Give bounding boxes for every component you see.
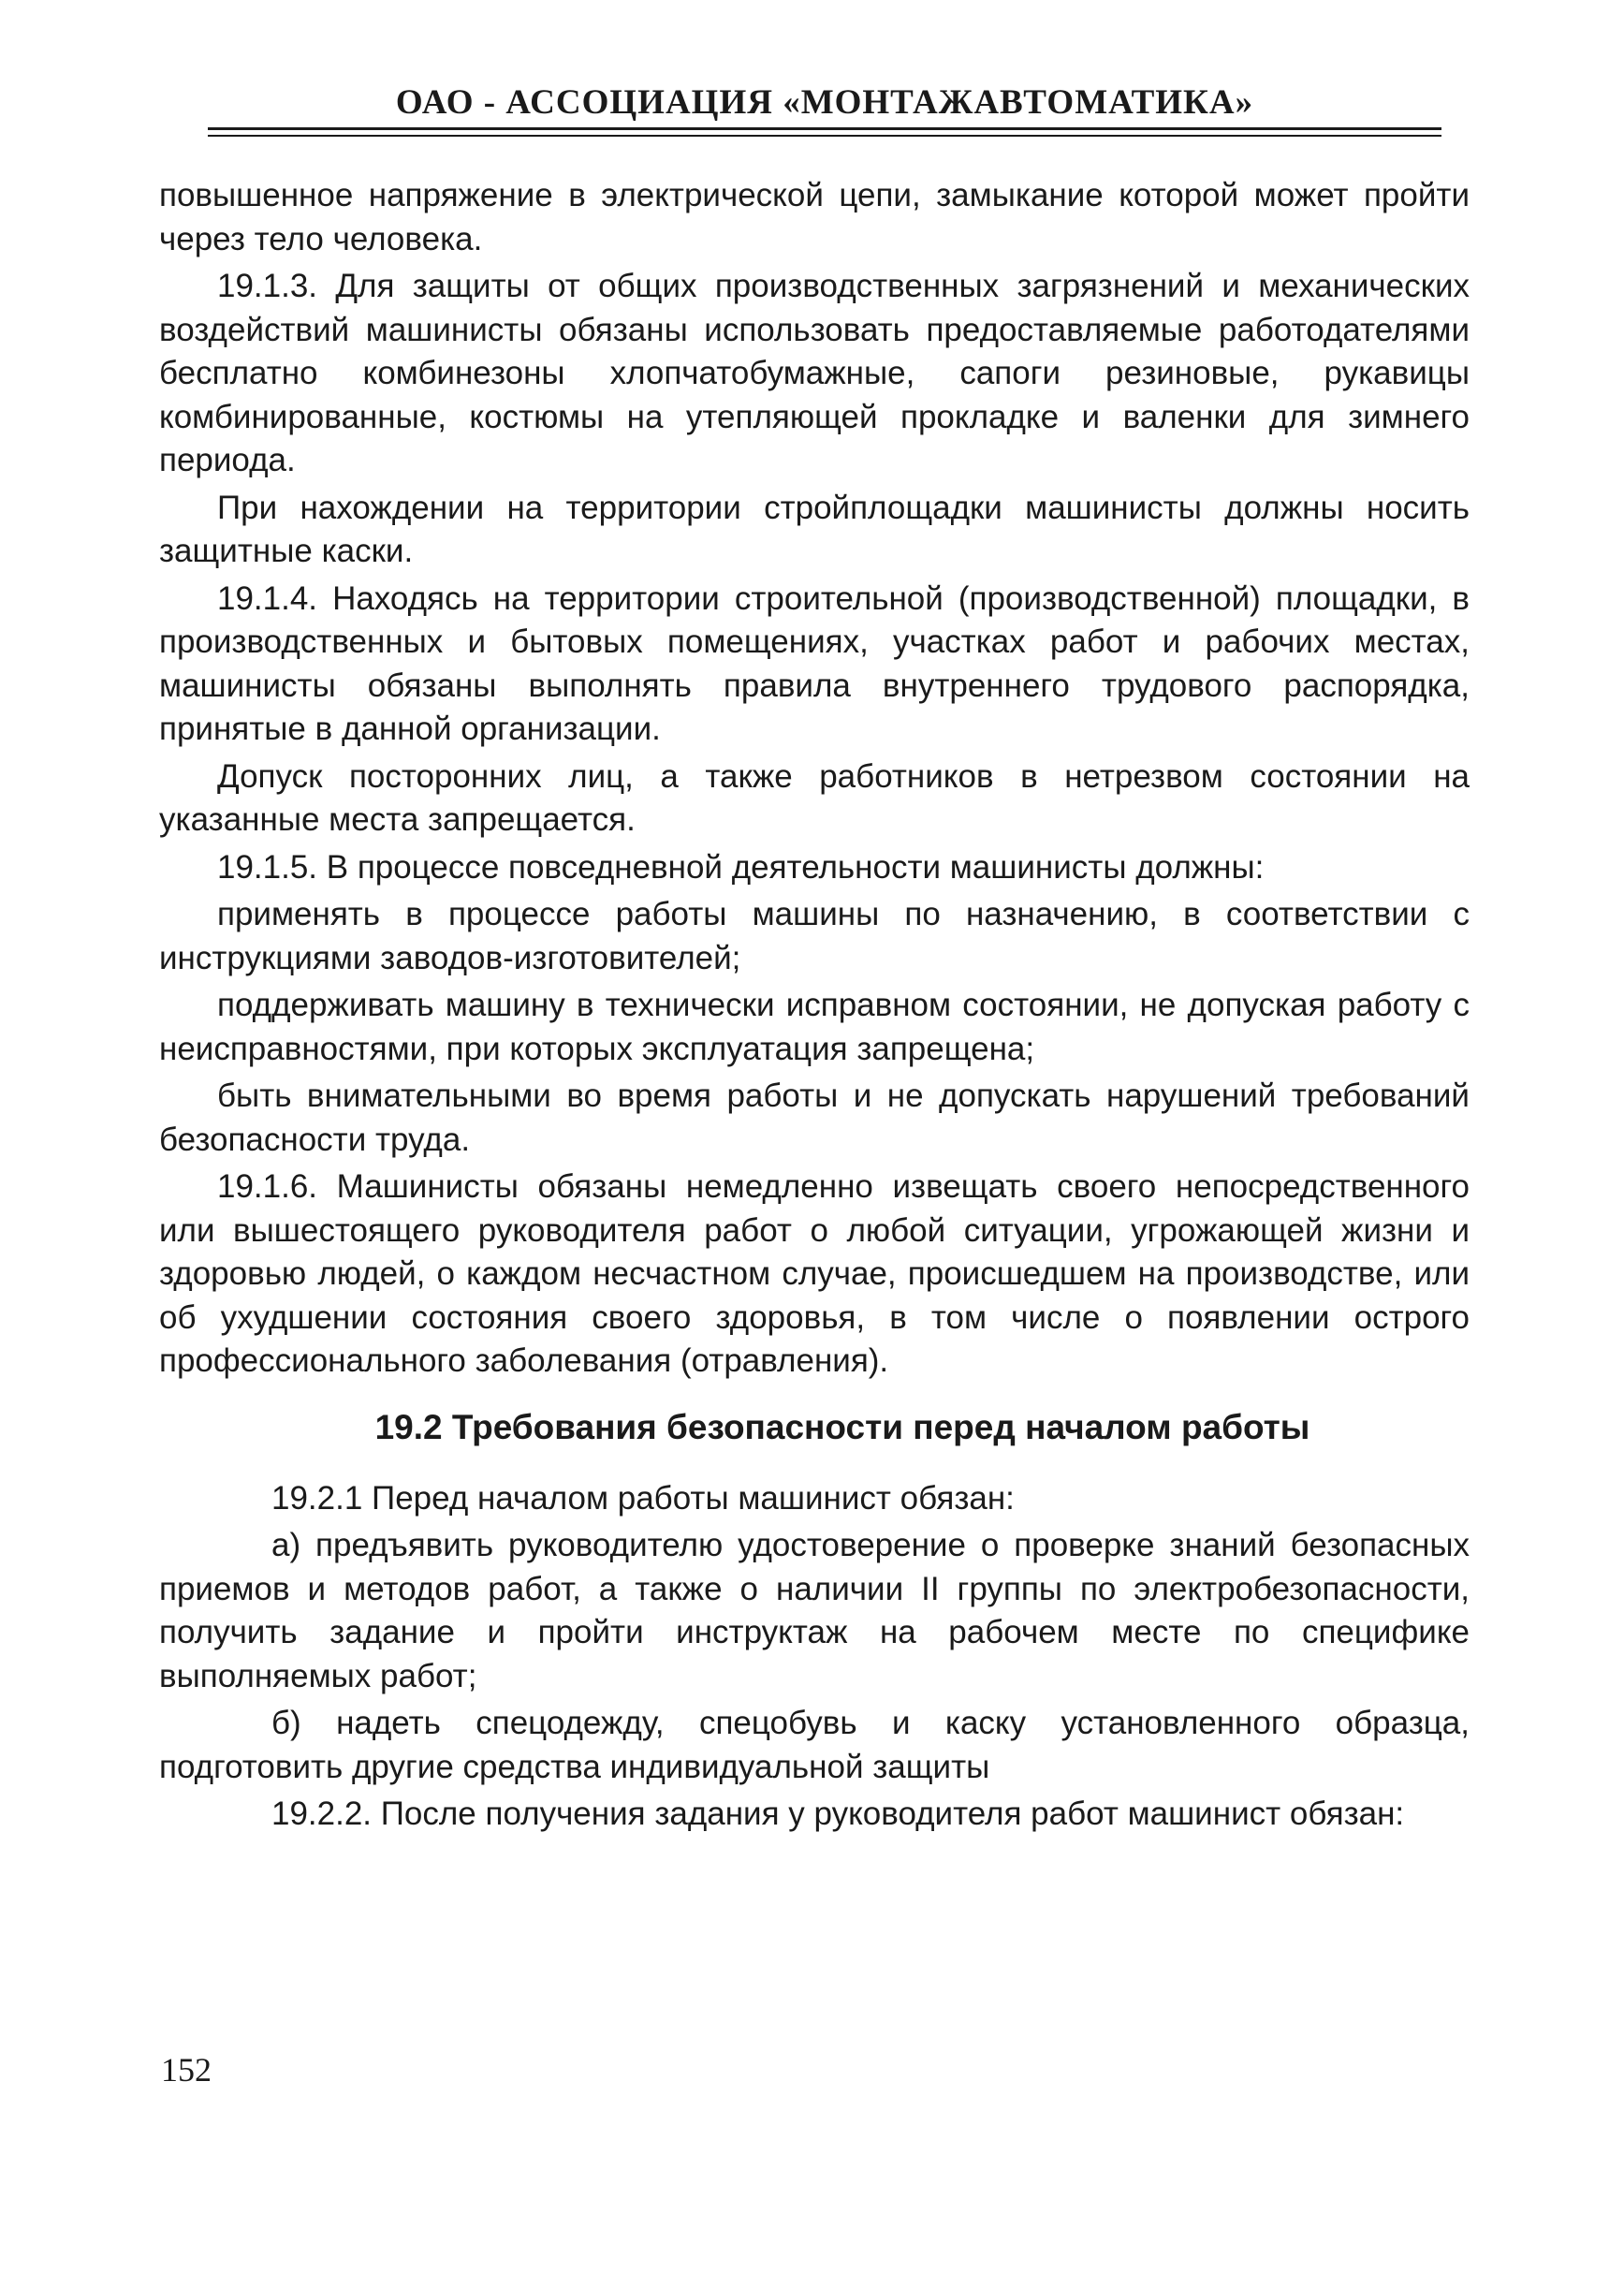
paragraph: поддерживать машину в технически исправном состоянии, не допуская работу с неисправностями, при которых эксплуатация запрещена;: [159, 987, 1470, 1067]
paragraph: Допуск посторонних лиц, а также работников в нетрезвом состоянии на указанные места запрещается.: [159, 757, 1470, 838]
section-heading: 19.2 Требования безопасности перед началом работы: [374, 1407, 1310, 1446]
paragraph: 19.1.6. Машинисты обязаны немедленно извещать своего непосредственного или вышестоящего руководителя работ о любой ситуации, угрожающей жизни и здоровью людей, о каждом несчастном случае, происшедшем на производстве, или об ухудшении состояния своего здоровья, в том числе о появлении острого профессионального заболевания (отравления).: [159, 1168, 1470, 1379]
paragraph: повышенное напряжение в электрической цепи, замыкание которой может пройти через тело человека.: [159, 177, 1470, 257]
paragraph: б) надеть спецодежду, спецобувь и каску установленного образца, подготовить другие средства индивидуальной защиты: [159, 1705, 1470, 1785]
paragraph: 19.1.3. Для защиты от общих производственных загрязнений и механических воздействий машинисты обязаны использовать предоставляемые работодателями бесплатно комбинезоны хлопчатобумажные, сапоги резиновые, рукавицы комбинированные, костюмы на утепляющей прокладке и валенки для зимнего периода.: [159, 268, 1470, 478]
paragraph: применять в процессе работы машины по назначению, в соответствии с инструкциями заводов-изготовителей;: [159, 896, 1470, 976]
running-header: ОАО - АССОЦИАЦИЯ «МОНТАЖАВТОМАТИКА»: [395, 83, 1254, 122]
paragraph: быть внимательными во время работы и не допускать нарушений требований безопасности труда.: [159, 1077, 1470, 1158]
paragraph: 19.2.1 Перед началом работы машинист обязан:: [271, 1479, 1015, 1517]
header-rule-thin: [208, 135, 1441, 137]
paragraph: 19.1.5. В процессе повседневной деятельности машинисты должны:: [217, 848, 1265, 886]
paragraph: 19.2.2. После получения задания у руководителя работ машинист обязан:: [271, 1796, 1405, 1832]
paragraph: а) предъявить руководителю удостоверение о проверке знаний безопасных приемов и методов работ, а также о наличии II группы по электробезопасности, получить задание и пройти инструктаж на рабочем месте по специфике выполняемых работ;: [159, 1527, 1470, 1694]
page-body: [159, 174, 1470, 1840]
page-number: 152: [161, 2051, 212, 2089]
header-rule-thick: [208, 127, 1441, 130]
paragraph: При нахождении на территории стройплощадки машинисты должны носить защитные каски.: [159, 489, 1470, 569]
paragraph: 19.1.4. Находясь на территории строительной (производственной) площадки, в производственных и бытовых помещениях, участках работ и рабочих местах, машинисты обязаны выполнять правила внутреннего трудового распорядка, принятые в данной организации.: [159, 579, 1470, 747]
